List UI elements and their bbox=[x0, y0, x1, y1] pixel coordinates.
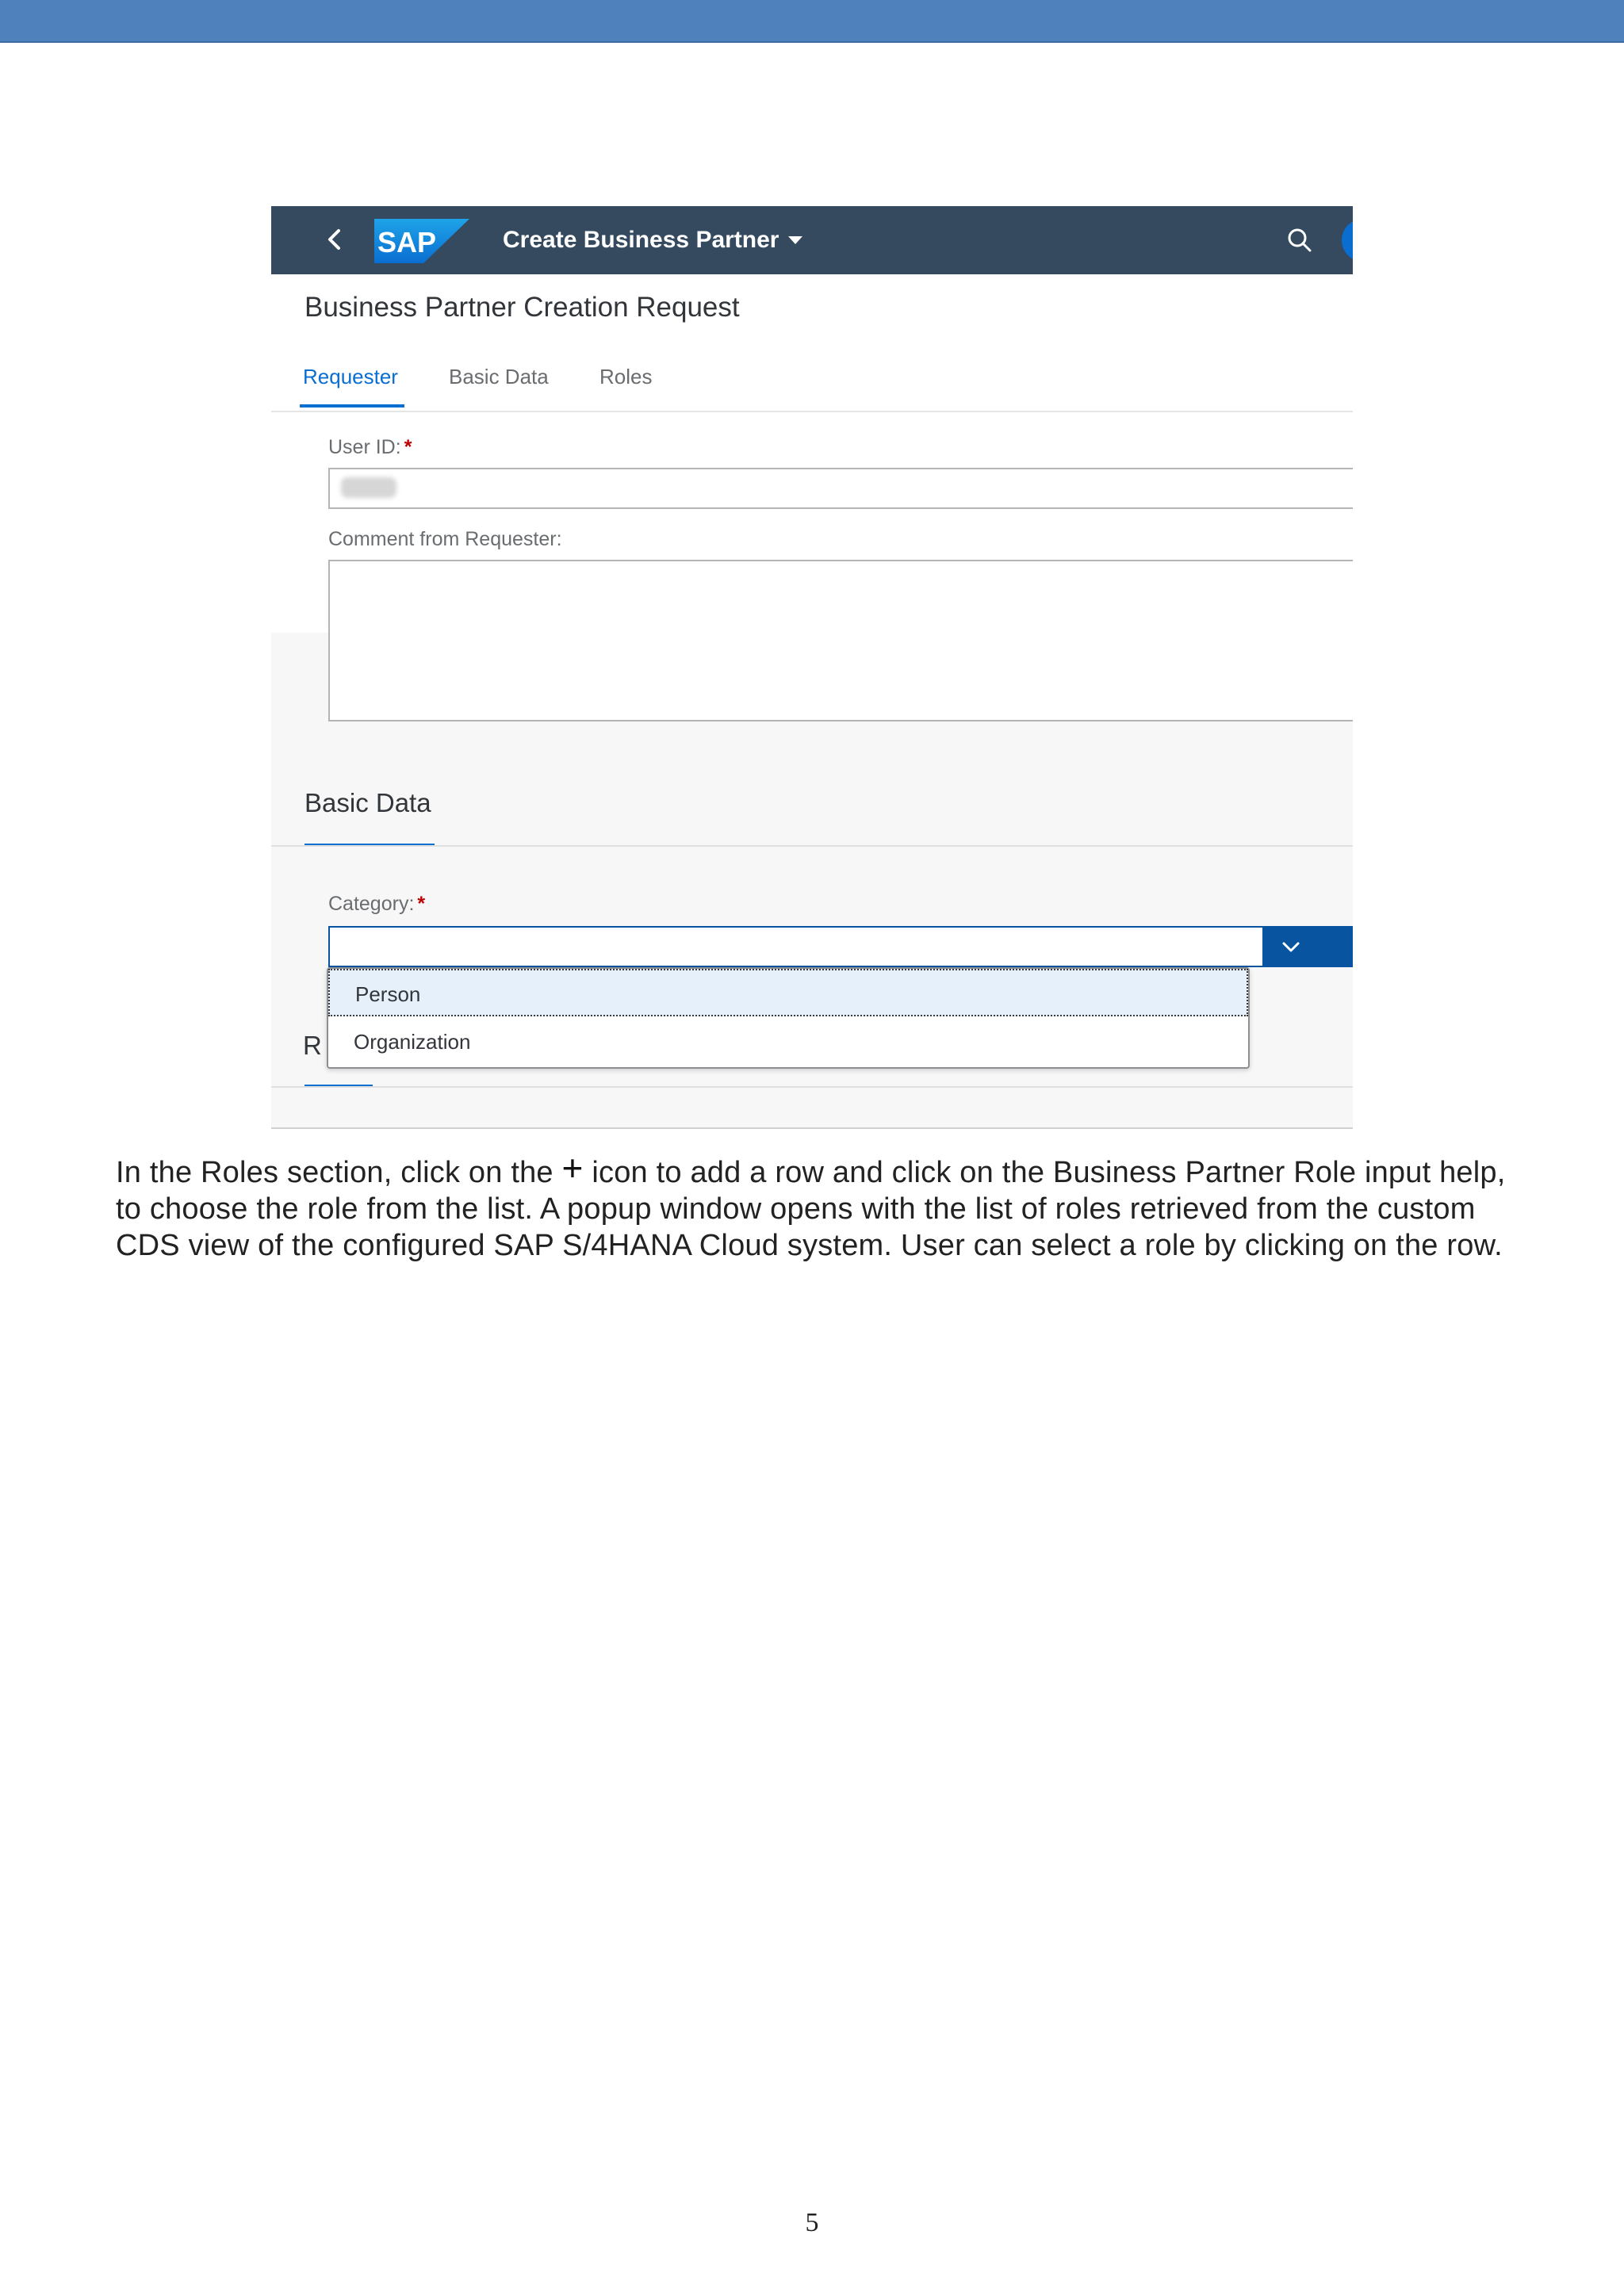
category-combobox[interactable] bbox=[328, 926, 1353, 967]
sap-logo-text: SAP bbox=[377, 226, 437, 258]
basic-data-section-title: Basic Data bbox=[304, 788, 431, 817]
active-tab-indicator bbox=[300, 404, 404, 408]
instruction-text-2: icon to add a row and click on the Business Partner Role input help, to choose the role from the list. A popup window opens with the list of roles retrieved from the custom CDS view of the configured SAP S/4HANA Cloud system. User can select a role by clicking on the row. bbox=[116, 1156, 1506, 1262]
required-marker: * bbox=[404, 436, 412, 458]
app-title: Create Business Partner bbox=[503, 227, 779, 253]
category-dropdown-button[interactable] bbox=[1262, 926, 1353, 967]
page-number: 5 bbox=[805, 2208, 819, 2237]
required-marker: * bbox=[417, 893, 426, 915]
chevron-down-icon bbox=[1280, 936, 1302, 958]
tab-basic-data[interactable]: Basic Data bbox=[449, 365, 549, 388]
comment-textarea[interactable] bbox=[328, 560, 1353, 721]
tab-bar bbox=[271, 354, 1353, 412]
tab-roles[interactable]: Roles bbox=[599, 365, 653, 388]
roles-section-title: R bbox=[303, 1031, 322, 1060]
user-id-input[interactable] bbox=[328, 468, 1353, 509]
search-icon[interactable] bbox=[1285, 225, 1315, 255]
instruction-paragraph bbox=[116, 1147, 1519, 1264]
document-header-band-rule bbox=[0, 41, 1624, 43]
document-header-band bbox=[0, 0, 1624, 41]
user-id-label-text: User ID: bbox=[328, 436, 401, 458]
page-title: Business Partner Creation Request bbox=[304, 292, 740, 323]
option-organization[interactable]: Organization bbox=[354, 1030, 471, 1054]
caret-down-icon bbox=[787, 235, 803, 246]
instruction-text-1: In the Roles section, click on the bbox=[116, 1156, 562, 1189]
app-screenshot bbox=[271, 206, 1353, 1129]
chevron-left-icon[interactable] bbox=[319, 224, 350, 255]
user-id-value-blurred bbox=[341, 477, 396, 498]
category-label bbox=[328, 893, 425, 916]
category-label-text: Category: bbox=[328, 893, 415, 915]
shell-bar bbox=[271, 206, 1353, 274]
basic-data-section-divider bbox=[271, 845, 1353, 847]
user-avatar[interactable] bbox=[1342, 219, 1353, 262]
comment-label: Comment from Requester: bbox=[328, 528, 562, 550]
tab-requester[interactable]: Requester bbox=[303, 365, 398, 388]
user-id-label bbox=[328, 436, 412, 459]
category-options-list bbox=[327, 967, 1250, 1069]
plus-icon: + bbox=[561, 1147, 584, 1188]
app-title-menu[interactable] bbox=[503, 224, 803, 257]
option-person[interactable]: Person bbox=[328, 969, 1248, 1016]
screenshot-bottom-border bbox=[271, 1127, 1353, 1129]
sap-logo[interactable] bbox=[374, 219, 469, 263]
roles-section-divider bbox=[271, 1086, 1353, 1088]
